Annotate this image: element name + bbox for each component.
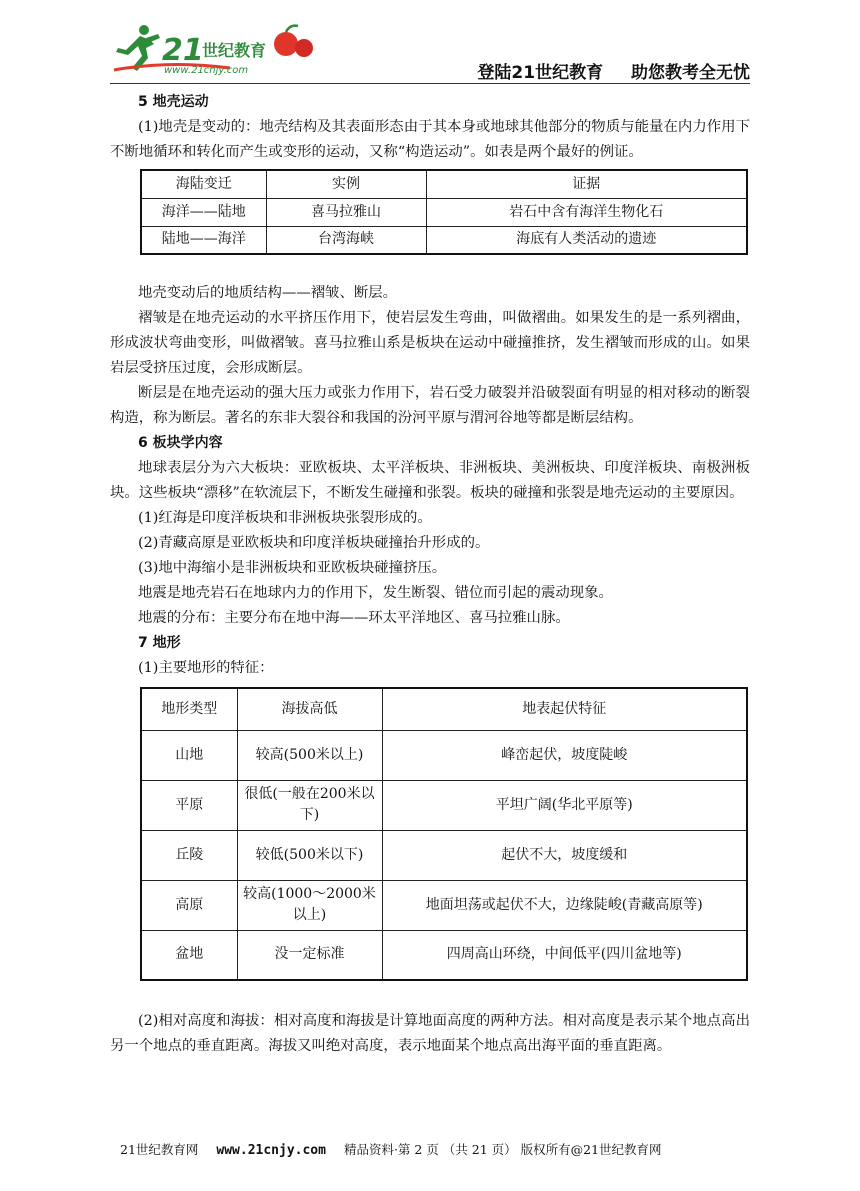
table-cell: 地面坦荡或起伏不大，边缘陡峻(青藏高原等) — [382, 880, 747, 930]
table-row — [141, 730, 747, 780]
table-header-cell: 海陆变迁 — [141, 170, 266, 198]
table-cell: 平原 — [141, 780, 237, 830]
table-row — [141, 930, 747, 980]
table-cell: 四周高山环绕，中间低平(四川盆地等) — [382, 930, 747, 980]
paragraph: 地球表层分为六大板块：亚欧板块、太平洋板块、非洲板块、美洲板块、印度洋板块、南极洲板块。这些板块“漂移”在软流层下，不断发生碰撞和张裂。板块的碰撞和张裂是地壳运动的主要原因。 — [110, 460, 750, 501]
table-row — [141, 198, 747, 226]
paragraph: 地壳变动后的地质结构——褶皱、断层。 — [138, 285, 398, 301]
svg-text:www.21cnjy.com: www.21cnjy.com — [164, 65, 249, 76]
table-cell: 平坦广阔(华北平原等) — [382, 780, 747, 830]
paragraph: 地震的分布：主要分布在地中海——环太平洋地区、喜马拉雅山脉。 — [138, 610, 570, 626]
table-cell: 陆地——海洋 — [141, 226, 266, 254]
site-logo[interactable] — [110, 20, 320, 78]
table-row — [141, 830, 747, 880]
table-cell: 很低(一般在200米以下) — [237, 780, 382, 830]
table-row — [141, 780, 747, 830]
table-cell: 台湾海峡 — [266, 226, 426, 254]
table-header-row — [141, 688, 747, 730]
document-body — [110, 90, 750, 1059]
table-cell: 高原 — [141, 880, 237, 930]
table-cell: 丘陵 — [141, 830, 237, 880]
table-cell: 海洋——陆地 — [141, 198, 266, 226]
table-cell: 岩石中含有海洋生物化石 — [426, 198, 747, 226]
table-cell: 盆地 — [141, 930, 237, 980]
header-divider — [110, 83, 750, 84]
table-header-cell: 地表起伏特征 — [382, 688, 747, 730]
table-row — [141, 880, 747, 930]
paragraph: (2)相对高度和海拔：相对高度和海拔是计算地面高度的两种方法。相对高度是表示某个地点高出另一个地点的垂直距离。海拔又叫绝对高度，表示地面某个地点高出海平面的垂直距离。 — [110, 1013, 750, 1054]
sea-land-change-table — [140, 169, 748, 255]
list-item: (1)红海是印度洋板块和非洲板块张裂形成的。 — [138, 510, 432, 526]
paragraph: (1)地壳是变动的：地壳结构及其表面形态由于其本身或地球其他部分的物质与能量在内力作用下不断地循环和转化而产生或变形的运动，又称“构造运动”。如表是两个最好的例证。 — [110, 119, 750, 160]
table-cell: 山地 — [141, 730, 237, 780]
table-row — [141, 226, 747, 254]
paragraph: 断层是在地壳运动的强大压力或张力作用下，岩石受力破裂并沿破裂面有明显的相对移动的断裂构造，称为断层。著名的东非大裂谷和我国的汾河平原与渭河谷地等都是断层结构。 — [110, 385, 750, 426]
header-slogan: 登陆21世纪教育 助您教考全无忧 — [477, 63, 750, 83]
footer-page-info: 精品资料·第 2 页 （共 21 页） 版权所有@21世纪教育网 — [343, 1142, 662, 1157]
footer-site-name: 21世纪教育网 — [120, 1142, 199, 1157]
section-title-7: 7 地形 — [138, 635, 181, 651]
section-title-5: 5 地壳运动 — [138, 94, 209, 110]
table-header-row — [141, 170, 747, 198]
table-cell: 较高(500米以上) — [237, 730, 382, 780]
table-header-cell: 证据 — [426, 170, 747, 198]
footer-site-link[interactable]: www.21cnjy.com — [216, 1143, 326, 1158]
table-cell: 没一定标准 — [237, 930, 382, 980]
list-item: (2)青藏高原是亚欧板块和印度洋板块碰撞抬升形成的。 — [138, 535, 490, 551]
table-cell: 较高(1000～2000米以上) — [237, 880, 382, 930]
table-header-cell: 实例 — [266, 170, 426, 198]
table-cell: 峰峦起伏，坡度陡峻 — [382, 730, 747, 780]
logo-21-text: 21 — [162, 33, 204, 68]
logo-graphic — [110, 20, 320, 78]
table-cell: 海底有人类活动的遗迹 — [426, 226, 747, 254]
section-title-6: 6 板块学内容 — [138, 435, 223, 451]
table-intro: (1)主要地形的特征： — [138, 660, 274, 676]
page-footer — [120, 1140, 662, 1158]
table-header-cell: 海拔高低 — [237, 688, 382, 730]
list-item: (3)地中海缩小是非洲板块和亚欧板块碰撞挤压。 — [138, 560, 447, 576]
table-header-cell: 地形类型 — [141, 688, 237, 730]
page-header — [110, 20, 750, 82]
table-cell: 喜马拉雅山 — [266, 198, 426, 226]
landform-table — [140, 687, 748, 981]
table-cell: 起伏不大，坡度缓和 — [382, 830, 747, 880]
svg-text:世纪教育: 世纪教育 — [202, 41, 267, 60]
table-cell: 较低(500米以下) — [237, 830, 382, 880]
paragraph: 褶皱是在地壳运动的水平挤压作用下，使岩层发生弯曲，叫做褶曲。如果发生的是一系列褶曲，形成波状弯曲变形，叫做褶皱。喜马拉雅山系是板块在运动中碰撞推挤，发生褶皱而形成的山。如果岩层受挤压过度，会形成断层。 — [110, 310, 750, 376]
paragraph: 地震是地壳岩石在地球内力的作用下，发生断裂、错位而引起的震动现象。 — [138, 585, 613, 601]
